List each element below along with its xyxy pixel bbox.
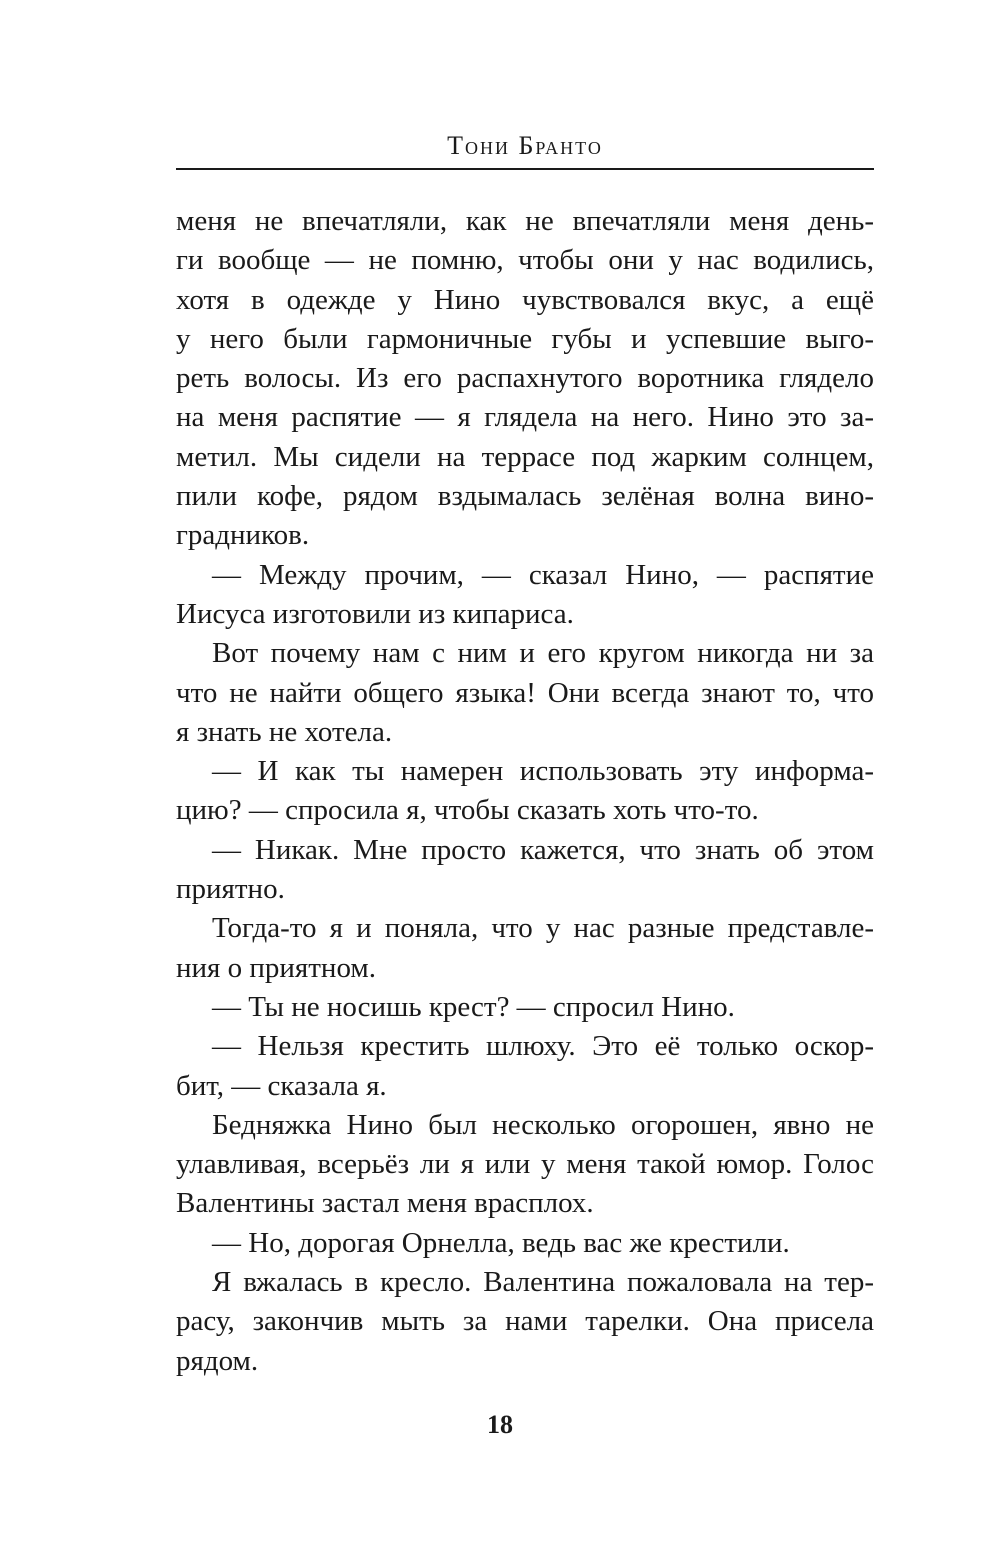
text-line: ния о приятном. <box>176 951 376 984</box>
text-line: приятно. <box>176 873 285 906</box>
text-line: — Но, дорогая Орнелла, ведь вас же крестили. <box>212 1226 790 1259</box>
text-line: я знать не хотела. <box>176 715 393 748</box>
text-line: Бедняжка Нино был несколько огорошен, явно не <box>212 1108 874 1141</box>
text-line: у него были гармоничные губы и успевшие выго- <box>176 322 874 355</box>
text-line: цию? — спросила я, чтобы сказать хоть что-то. <box>176 794 759 827</box>
text-line: бит, — сказала я. <box>176 1069 387 1102</box>
text-line: — Никак. Мне просто кажется, что знать об этом <box>212 833 874 866</box>
text-line: метил. Мы сидели на террасе под жарким солнцем, <box>176 440 874 473</box>
text-line: меня не впечатляли, как не впечатляли меня день- <box>176 205 874 237</box>
text-line: пили кофе, рядом вздымалась зелёная волна вино- <box>176 480 874 513</box>
text-line: реть волосы. Из его распахнутого воротника глядело <box>176 362 874 395</box>
body-text <box>176 202 874 1381</box>
text-line: — Нельзя крестить шлюху. Это её только оскор- <box>212 1030 874 1063</box>
text-line: Тогда-то я и поняла, что у нас разные представле- <box>212 912 874 945</box>
page-number: 18 <box>487 1410 513 1439</box>
text-line: — И как ты намерен использовать эту информа- <box>212 755 874 788</box>
text-line: Я вжалась в кресло. Валентина пожаловала на тер- <box>212 1266 874 1299</box>
text-line: — Между прочим, — сказал Нино, — распятие <box>212 558 874 591</box>
text-line: рядом. <box>176 1344 259 1377</box>
text-line: ги вообще — не помню, чтобы они у нас водились, <box>176 244 874 277</box>
text-line: — Ты не носишь крест? — спросил Нино. <box>212 990 735 1023</box>
page-header <box>176 128 874 170</box>
text-line: Иисуса изготовили из кипариса. <box>176 597 574 630</box>
text-line: улавливая, всерьёз ли я или у меня такой юмор. Голос <box>176 1148 874 1181</box>
text-line: на меня распятие — я глядела на него. Нино это за- <box>176 401 874 434</box>
text-line: градников. <box>176 519 310 552</box>
text-line: расу, закончив мыть за нами тарелки. Она присела <box>176 1305 874 1338</box>
text-line: хотя в одежде у Нино чувствовался вкус, а ещё <box>176 283 874 316</box>
running-head-author: Тони Бранто <box>447 131 603 160</box>
text-line: Вот почему нам с ним и его кругом никогда ни за <box>212 637 874 670</box>
text-line: что не найти общего языка! Они всегда знают то, что <box>176 676 874 709</box>
text-line: Валентины застал меня врасплох. <box>176 1187 594 1220</box>
